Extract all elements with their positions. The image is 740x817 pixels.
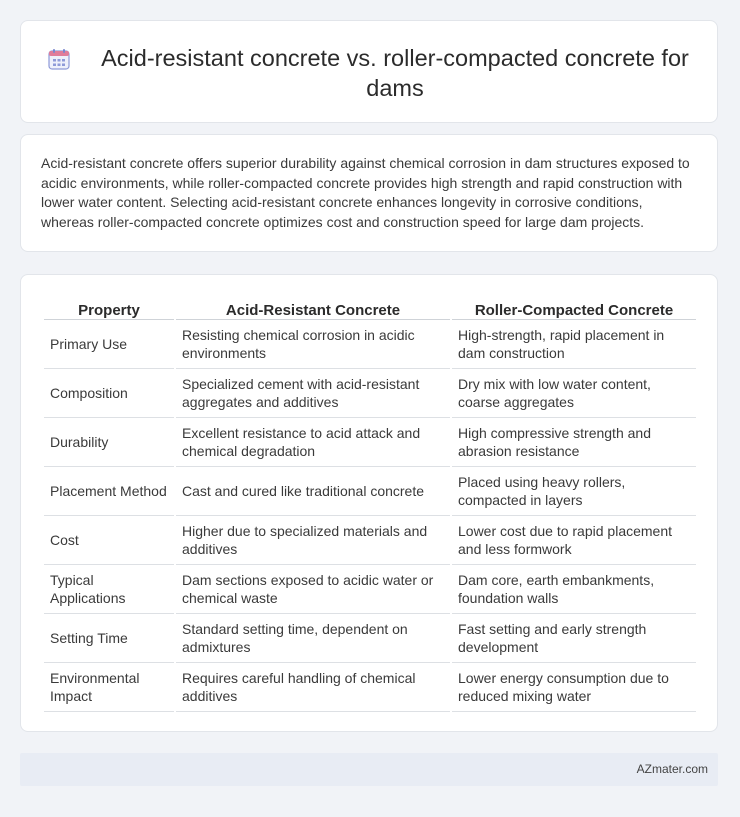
row-property: Setting Time	[44, 614, 174, 663]
table-row	[44, 467, 696, 516]
row-roller-value: High compressive strength and abrasion resistance	[452, 418, 696, 467]
row-roller-value: Dry mix with low water content, coarse aggregates	[452, 369, 696, 418]
row-acid-value: Dam sections exposed to acidic water or chemical waste	[176, 565, 450, 614]
table-row	[44, 516, 696, 565]
row-acid-value: Higher due to specialized materials and additives	[176, 516, 450, 565]
row-property: Composition	[44, 369, 174, 418]
header-property: Property	[44, 296, 174, 320]
footer-bar	[20, 753, 718, 786]
calendar-icon	[48, 48, 70, 70]
header-acid-resistant: Acid-Resistant Concrete	[176, 296, 450, 320]
table-row	[44, 369, 696, 418]
row-acid-value: Standard setting time, dependent on admixtures	[176, 614, 450, 663]
row-roller-value: High-strength, rapid placement in dam construction	[452, 320, 696, 369]
row-property: Typical Applications	[44, 565, 174, 614]
table-row	[44, 320, 696, 369]
comparison-table-card	[20, 274, 718, 732]
table-header-row	[44, 296, 696, 320]
row-acid-value: Requires careful handling of chemical additives	[176, 663, 450, 712]
table-row	[44, 663, 696, 712]
row-acid-value: Excellent resistance to acid attack and chemical degradation	[176, 418, 450, 467]
row-acid-value: Cast and cured like traditional concrete	[176, 467, 450, 516]
row-property: Primary Use	[44, 320, 174, 369]
table-row	[44, 565, 696, 614]
row-acid-value: Resisting chemical corrosion in acidic environments	[176, 320, 450, 369]
row-roller-value: Dam core, earth embankments, foundation walls	[452, 565, 696, 614]
page-title: Acid-resistant concrete vs. roller-compacted concrete for dams	[101, 45, 689, 101]
row-roller-value: Lower cost due to rapid placement and less formwork	[452, 516, 696, 565]
summary-card	[20, 134, 718, 252]
summary-paragraph: Acid-resistant concrete offers superior durability against chemical corrosion in dam structures exposed to acidic environments, while roller-compacted concrete provides high strength and rapid construction with lower water content. Selecting acid-resistant concrete enhances longevity in corrosive conditions, whereas roller-compacted concrete optimizes cost and construction speed for large dam projects.	[41, 155, 690, 230]
row-property: Cost	[44, 516, 174, 565]
row-acid-value: Specialized cement with acid-resistant aggregates and additives	[176, 369, 450, 418]
row-property: Placement Method	[44, 467, 174, 516]
title-card	[20, 20, 718, 123]
row-property: Environmental Impact	[44, 663, 174, 712]
row-roller-value: Lower energy consumption due to reduced mixing water	[452, 663, 696, 712]
comparison-table	[42, 296, 698, 712]
row-roller-value: Fast setting and early strength development	[452, 614, 696, 663]
table-row	[44, 418, 696, 467]
row-roller-value: Placed using heavy rollers, compacted in layers	[452, 467, 696, 516]
footer-brand-link[interactable]: AZmater.com	[636, 762, 708, 776]
header-roller-compacted: Roller-Compacted Concrete	[452, 296, 696, 320]
table-row	[44, 614, 696, 663]
row-property: Durability	[44, 418, 174, 467]
